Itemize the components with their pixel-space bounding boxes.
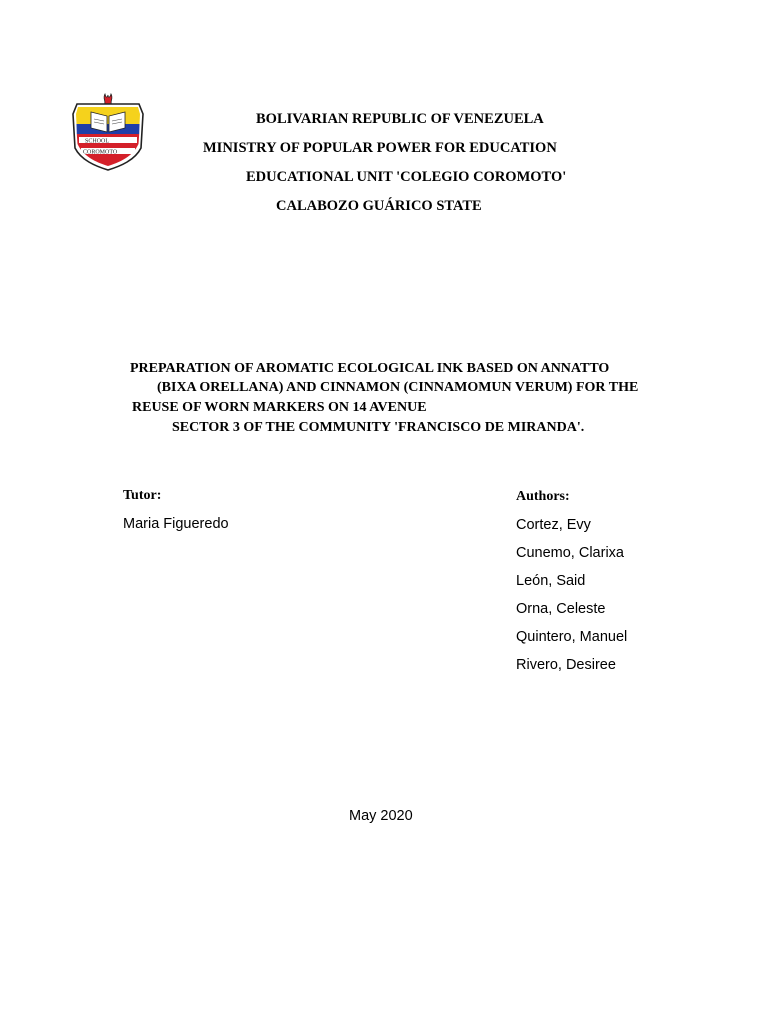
svg-text:COROMOTO: COROMOTO bbox=[83, 149, 118, 156]
author-name: Cunemo, Clarixa bbox=[516, 545, 624, 561]
document-date: May 2020 bbox=[349, 808, 413, 824]
document-title-line-2: (BIXA ORELLANA) AND CINNAMON (CINNAMOMUN VERUM) FOR THE bbox=[157, 380, 639, 395]
author-name: Quintero, Manuel bbox=[516, 629, 628, 645]
authors-list bbox=[516, 517, 627, 685]
school-crest-logo bbox=[69, 90, 147, 172]
author-name: Orna, Celeste bbox=[516, 601, 606, 617]
svg-text:SCHOOL: SCHOOL bbox=[85, 138, 110, 145]
document-title-line-3: REUSE OF WORN MARKERS ON 14 AVENUE bbox=[132, 400, 427, 415]
header-country: BOLIVARIAN REPUBLIC OF VENEZUELA bbox=[256, 111, 544, 127]
authors-label: Authors: bbox=[516, 489, 570, 504]
header-school: EDUCATIONAL UNIT 'COLEGIO COROMOTO' bbox=[246, 169, 567, 185]
author-name: Rivero, Desiree bbox=[516, 657, 616, 673]
tutor-name: Maria Figueredo bbox=[123, 516, 229, 532]
author-name: Cortez, Evy bbox=[516, 517, 591, 533]
tutor-label: Tutor: bbox=[123, 488, 162, 503]
header-ministry: MINISTRY OF POPULAR POWER FOR EDUCATION bbox=[203, 140, 557, 156]
document-title-line-4: SECTOR 3 OF THE COMMUNITY 'FRANCISCO DE MIRANDA'. bbox=[172, 420, 585, 435]
author-name: León, Said bbox=[516, 573, 586, 589]
document-title-line-1: PREPARATION OF AROMATIC ECOLOGICAL INK BASED ON ANNATTO bbox=[130, 361, 610, 376]
header-state: CALABOZO GUÁRICO STATE bbox=[276, 198, 482, 214]
